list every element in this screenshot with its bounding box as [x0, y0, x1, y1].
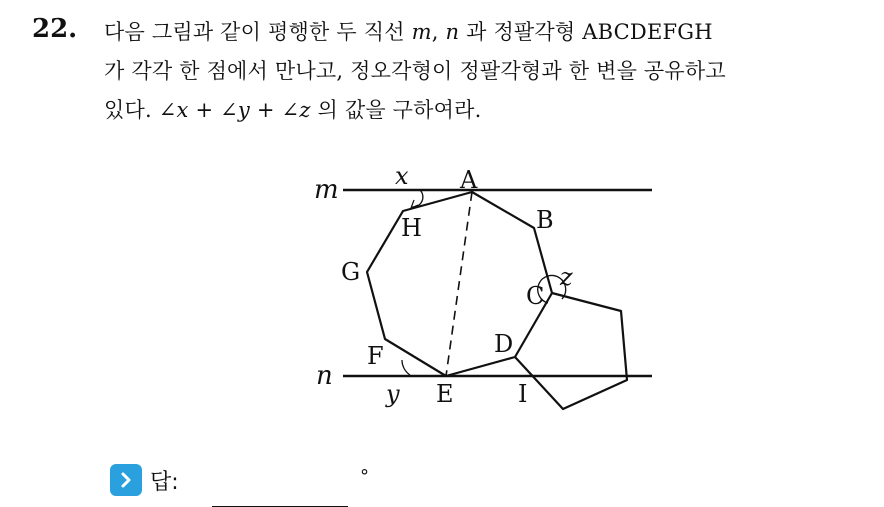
question-line-3: 있다. ∠x + ∠y + ∠z 의 값을 구하여라.: [104, 98, 482, 122]
angle-x-label: x: [395, 162, 409, 190]
degree-unit: °: [360, 466, 369, 487]
vertex-g: G: [341, 258, 361, 286]
angle-z-label: z: [560, 263, 573, 291]
vertex-c: C: [526, 282, 545, 310]
chevron-right-icon: [110, 464, 142, 496]
vertex-f: F: [367, 342, 384, 370]
line-n-label: n: [316, 361, 333, 391]
answer-label: 답:: [150, 469, 179, 495]
angle-x-arc: [412, 190, 423, 207]
vertex-h: H: [401, 214, 422, 242]
question-number: 22.: [32, 14, 78, 44]
var-m: m: [411, 20, 432, 44]
var-n: n: [445, 20, 460, 44]
question-line-1: 다음 그림과 같이 평행한 두 직선 m, n 과 정팔각형 ABCDEFGH: [104, 20, 713, 44]
vertex-i: I: [518, 380, 528, 408]
angle-y-arc: [402, 360, 410, 375]
vertex-a: A: [460, 166, 478, 194]
vertex-e: E: [436, 380, 454, 408]
answer-row: [110, 464, 179, 496]
pentagon: [515, 293, 627, 409]
question-line-2: 가 각각 한 점에서 만나고, 정오각형이 정팔각형과 한 변을 공유하고: [104, 59, 726, 83]
angle-expression: ∠x + ∠y + ∠z: [158, 98, 311, 122]
angle-y-label: y: [386, 380, 400, 408]
vertex-b: B: [536, 206, 554, 234]
vertex-d: D: [494, 330, 514, 358]
diagonal-ae: [446, 192, 472, 376]
line-m-label: m: [314, 175, 339, 205]
